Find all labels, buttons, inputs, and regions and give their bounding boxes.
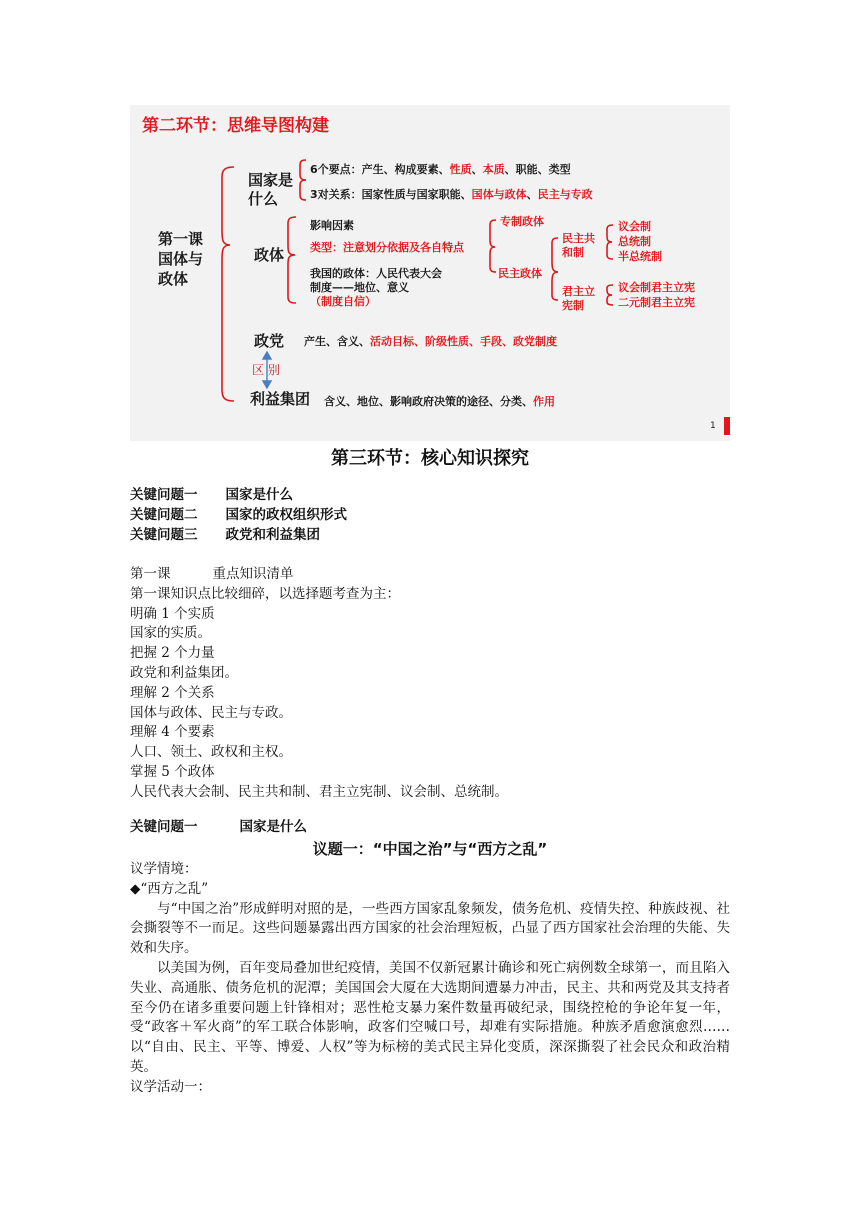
root-line: 第一课: [158, 230, 204, 248]
root-line: 国体与: [158, 250, 204, 268]
section-title: 第三环节：核心知识探究: [331, 448, 529, 469]
list-line: 把握 2 个力量: [130, 645, 215, 662]
list-line: 理解 4 个要素: [130, 724, 215, 741]
text: 半总统制: [618, 250, 662, 263]
text: 二元制君主立宪: [618, 296, 695, 309]
liyi-content: [324, 393, 555, 409]
kq-text: 国家的政权组织形式: [225, 506, 347, 523]
minzhu-node: 民主政体: [498, 267, 542, 280]
zhengdang-content: [304, 333, 557, 349]
text: 总统制: [618, 235, 651, 248]
knowledge-list: [130, 565, 730, 803]
key-question: [130, 486, 730, 506]
zhengti-factor: 影响因素: [310, 219, 354, 232]
list-line: 人民代表大会制、民主共和制、君主立宪制、议会制、总统制。: [130, 783, 508, 800]
zhengdang-label: 政党: [254, 332, 285, 350]
root-node: [158, 229, 203, 289]
text: 第一课: [130, 566, 171, 582]
text: 和制: [562, 246, 584, 259]
zhengti-type: 类型：注意划分依据及各自特点: [310, 241, 464, 254]
text-red: 本质: [482, 163, 505, 176]
text: 议会制: [618, 220, 651, 233]
paragraph-2: 以美国为例，百年变局叠加世纪疫情，美国不仅新冠累计确诊和死亡病例数全球第一，而且陷入失业、高通胀、债务危机的泥潭；美国国会大厦在大选期间遭暴力冲击，民主、共和两党及其支持者至今仍在诸多重要问题上针锋相对；恶性枪支暴力案件数量再破纪录，围绕控枪的争论年复一年，受“政客＋军火商”的军工联合体影响，政客们空喊口号，却难有实际措施。种族矛盾愈演愈烈……以“自由、民主、平等、博爱、人权”等为标榜的美式民主异化变质，深深撕裂了社会民众和政治精英。: [130, 959, 730, 1075]
qubie-label: 区 别: [252, 363, 280, 377]
zhengti-label: 政体: [254, 246, 285, 264]
zhuanzhi-node: 专制政体: [500, 215, 544, 228]
activity-label: 议学活动一：: [130, 1078, 211, 1095]
context-section: [130, 860, 730, 1098]
kq-label: 关键问题三: [130, 526, 198, 543]
key-question: [130, 526, 730, 546]
list-line: 第一课知识点比较细碎，以选择题考查为主：: [130, 585, 400, 602]
list-title: [130, 565, 730, 585]
page-number: 1: [710, 421, 716, 431]
list-line: 国家的实质。: [130, 625, 211, 642]
mind-map-figure: [130, 105, 730, 441]
text: 、: [526, 188, 538, 201]
text-red: 国体与政体: [471, 188, 527, 201]
text-red: 作用: [533, 395, 555, 408]
kq1-row: [130, 818, 730, 838]
junzhu-items: [618, 280, 695, 310]
kq-text: 国家是什么: [225, 487, 293, 503]
list-line: 国体与政体、民主与专政。: [130, 704, 292, 721]
text: 制度——地位、意义: [310, 281, 409, 294]
topic-title: 议题一：“中国之治”与“西方之乱”: [312, 840, 548, 858]
context-label: 议学情境：: [130, 861, 198, 877]
list-line: 理解 2 个关系: [130, 684, 215, 701]
guojia-point-1: [310, 161, 571, 177]
list-line: 人口、领土、政权和主权。: [130, 744, 292, 761]
kq-label: 关键问题二: [130, 506, 198, 523]
key-question: [130, 506, 730, 526]
gonghe-node: [562, 232, 595, 260]
text: 6个要点：产生、构成要素、: [310, 163, 450, 176]
bullet-heading: ◆“西方之乱”: [130, 880, 209, 897]
text: 含义、地位、影响政府决策的途径、分类、: [324, 395, 533, 408]
junzhu-node: [562, 285, 595, 313]
text-red: 民主与专政: [537, 188, 593, 201]
text: 议会制君主立宪: [618, 281, 695, 294]
list-line: 政党和利益集团。: [130, 664, 238, 681]
guojia-label: 国家是: [248, 171, 294, 189]
text-red: （制度自信）: [310, 295, 376, 308]
root-line: 政体: [158, 270, 189, 288]
guojia-point-2: [310, 186, 593, 202]
mind-map-title: 第二环节：思维导图构建: [142, 116, 329, 136]
zhengti-ours: [310, 267, 442, 309]
kq-label: 关键问题一: [130, 819, 198, 835]
text-red: 活动目标、阶级性质、手段、政党制度: [370, 335, 557, 348]
text: 重点知识清单: [212, 566, 294, 582]
key-questions: [130, 486, 730, 545]
text: 产生、含义、: [304, 335, 370, 348]
text: 民主共: [562, 232, 595, 245]
kq-text: 政党和利益集团: [225, 526, 320, 543]
liyi-label: 利益集团: [250, 390, 311, 408]
text-red: 性质: [449, 163, 472, 176]
list-line: 掌握 5 个政体: [130, 763, 215, 780]
gonghe-items: [618, 219, 662, 264]
text: 君主立: [562, 285, 595, 298]
kq1-heading: [130, 818, 730, 838]
text: 、职能、类型: [504, 163, 571, 176]
kq-label: 关键问题一: [130, 487, 198, 503]
text: 、: [471, 163, 483, 176]
text: 3对关系：国家性质与国家职能、: [310, 188, 472, 201]
guojia-label: 什么: [248, 190, 279, 208]
kq-text: 国家是什么: [239, 819, 307, 835]
list-line: 明确 1 个实质: [130, 605, 215, 622]
text: 宪制: [562, 299, 584, 312]
paragraph-1: 与“中国之治”形成鲜明对照的是，一些西方国家乱象频发，债务危机、疫情失控、种族歧视、社会撕裂等不一而足。这些问题暴露出西方国家的社会治理短板，凸显了西方国家社会治理的失能、失效和失序。: [130, 900, 730, 957]
text: 我国的政体：人民代表大会: [310, 267, 442, 280]
guojia-node: [248, 171, 293, 209]
